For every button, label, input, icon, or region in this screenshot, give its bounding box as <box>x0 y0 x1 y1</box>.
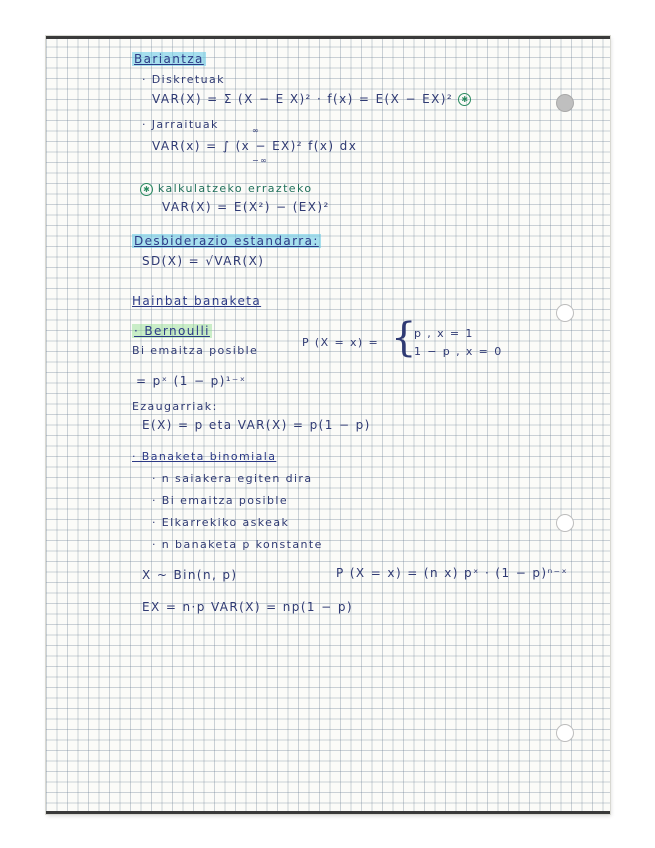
bernoulli-pmf-lhs: P (X = x) = <box>302 336 380 349</box>
binomial-bullet-1: · n saiakera egiten dira <box>152 472 313 485</box>
binder-hole-middle <box>556 514 574 532</box>
bernoulli-compact-pmf: = pˣ (1 − p)¹⁻ˣ <box>136 374 247 388</box>
binomial-pmf: P (X = x) = (n x) pˣ · (1 − p)ⁿ⁻ˣ <box>336 566 569 580</box>
integral-upper-bound: ∞ <box>252 126 261 135</box>
binomial-bullet-3: · Elkarrekiko askeak <box>152 516 290 529</box>
bernoulli-stats: E(X) = p eta VAR(X) = p(1 − p) <box>142 418 371 432</box>
diskretuak-label: · Diskretuak <box>142 73 225 86</box>
binder-hole-upper <box>556 304 574 322</box>
section-title-distributions: Hainbat banaketa <box>132 294 262 308</box>
asterisk-marker-icon: ✱ <box>458 93 471 106</box>
variance-easy-formula: VAR(X) = E(X²) − (EX)² <box>162 200 330 214</box>
integral-lower-bound: −∞ <box>252 156 269 165</box>
asterisk-marker-icon-2: ✱ <box>140 183 153 196</box>
bernoulli-title-text: · Bernoulli <box>134 324 210 338</box>
ezaugarriak-label: Ezaugarriak: <box>132 400 218 413</box>
binder-hole-bottom <box>556 724 574 742</box>
easy-calc-text: kalkulatzeko errazteko <box>157 182 313 195</box>
variance-discrete-text: VAR(X) = Σ (X − E X)² · f(x) = E(X − EX)² <box>152 92 454 106</box>
variance-discrete-formula <box>152 92 471 106</box>
variance-continuous-text: VAR(x) = ∫ (x − EX)² f(x) dx <box>152 139 358 153</box>
binomial-bullet-2: · Bi emaitza posible <box>152 494 289 507</box>
bernoulli-case-zero: 1 − p , x = 0 <box>414 345 503 358</box>
bernoulli-case-brace: { <box>391 315 417 361</box>
binomial-stats: EX = n·p VAR(X) = np(1 − p) <box>142 600 353 614</box>
section-title-std-dev: Desbiderazio estandarra: <box>134 234 319 248</box>
easy-calc-label <box>140 182 312 196</box>
section-title-bariantza: Bariantza <box>134 52 204 66</box>
bernoulli-description: Bi emaitza posible <box>132 344 259 357</box>
sd-formula: SD(X) = √VAR(X) <box>142 254 265 268</box>
bernoulli-title <box>132 324 212 338</box>
binder-hole-top <box>556 94 574 112</box>
binomial-title: · Banaketa binomiala <box>132 450 277 463</box>
notebook-page <box>46 36 610 814</box>
bernoulli-case-one: p , x = 1 <box>414 327 474 340</box>
variance-continuous-formula <box>152 139 357 153</box>
binomial-notation: X ~ Bin(n, p) <box>142 568 238 582</box>
jarraituak-label: · Jarraituak <box>142 118 219 131</box>
binomial-bullet-4: · n banaketa p konstante <box>152 538 323 551</box>
